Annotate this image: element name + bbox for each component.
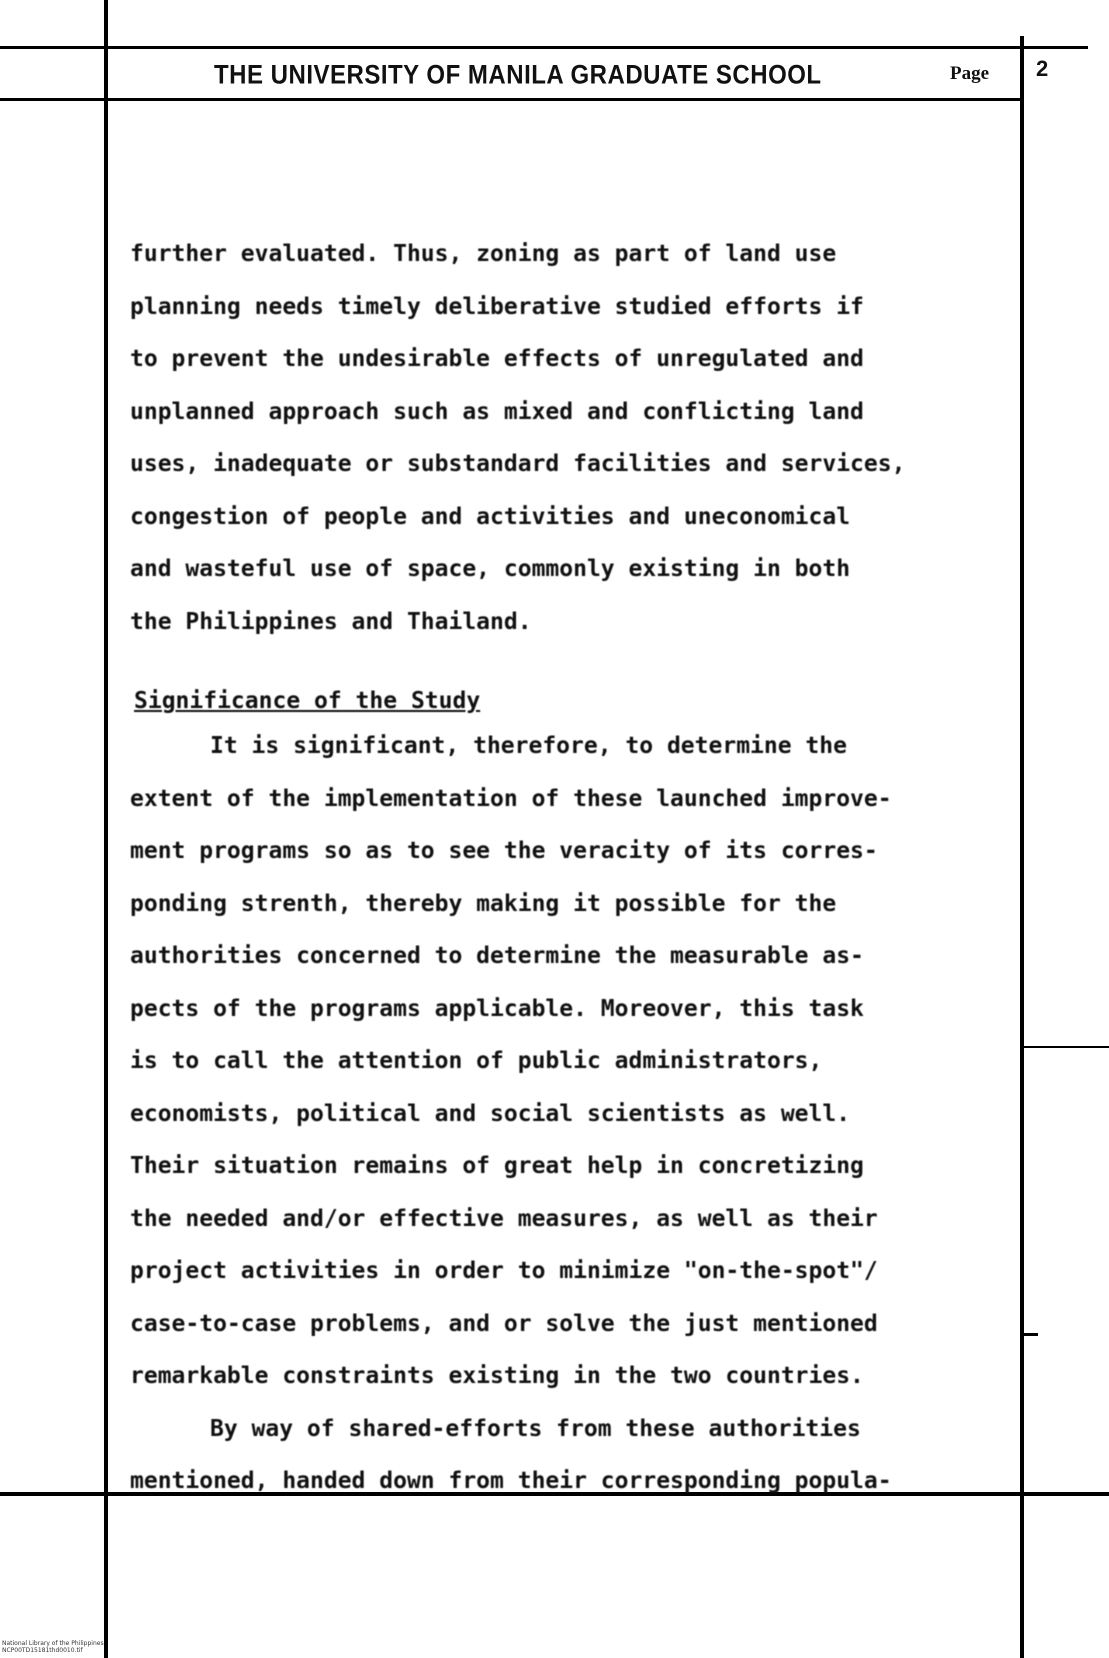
text-line: authorities concerned to determine the measurable as- <box>130 943 864 969</box>
text-line: the needed and/or effective measures, as well as their <box>130 1205 878 1232</box>
text-line: congestion of people and activities and uneconomical <box>130 503 851 530</box>
text-line: mentioned, handed down from their corresponding popula- <box>130 1468 892 1494</box>
margin-tick <box>1024 1333 1038 1336</box>
text-line: pects of the programs applicable. Moreover, this task <box>130 995 864 1022</box>
text-line: project activities in order to minimize "on-the-spot"/ <box>130 1258 878 1284</box>
text-line: By way of shared-efforts from these authorities <box>210 1415 861 1442</box>
page-label: Page <box>950 63 990 84</box>
text-line: further evaluated. Thus, zoning as part of land use <box>130 241 837 267</box>
header-top-rule <box>0 46 1088 49</box>
text-line: to prevent the undesirable effects of unregulated and <box>130 346 864 372</box>
text-line: extent of the implementation of these launched improve- <box>130 785 892 812</box>
text-line: ponding strenth, thereby making it possible for the <box>130 890 837 917</box>
text-line: and wasteful use of space, commonly existing in both <box>130 556 851 582</box>
paragraph-continued <box>130 228 1010 648</box>
text-line: Their situation remains of great help in concretizing <box>130 1153 864 1179</box>
section-body <box>130 720 1010 1508</box>
footer-library: National Library of the Philippines <box>2 1640 104 1647</box>
footer-filename: NCP00TD15181thd0010.tif <box>2 1647 83 1654</box>
text-line: unplanned approach such as mixed and conflicting land <box>130 398 864 425</box>
text-line: It is significant, therefore, to determine the <box>210 733 847 759</box>
text-line: planning needs timely deliberative studied efforts if <box>130 293 864 320</box>
text-line: case-to-case problems, and or solve the just mentioned <box>130 1310 878 1337</box>
text-line: uses, inadequate or substandard facilities and services, <box>130 451 906 477</box>
section-heading: Significance of the Study <box>134 688 481 714</box>
archive-footer <box>2 1640 104 1654</box>
text-line: economists, political and social scientists as well. <box>130 1100 851 1127</box>
text-line: is to call the attention of public administrators, <box>130 1048 823 1074</box>
page-header-title: THE UNIVERSITY OF MANILA GRADUATE SCHOOL <box>214 60 822 91</box>
header-bottom-rule <box>0 98 1024 101</box>
text-line: remarkable constraints existing in the two countries. <box>130 1363 864 1389</box>
text-line: ment programs so as to see the veracity of its corres- <box>130 838 878 864</box>
text-line: the Philippines and Thailand. <box>130 608 532 635</box>
left-margin-rule <box>104 0 108 1658</box>
right-margin-rule <box>1020 36 1024 1658</box>
side-margin-rule <box>1022 1046 1109 1048</box>
page-number: 2 <box>1036 56 1049 81</box>
